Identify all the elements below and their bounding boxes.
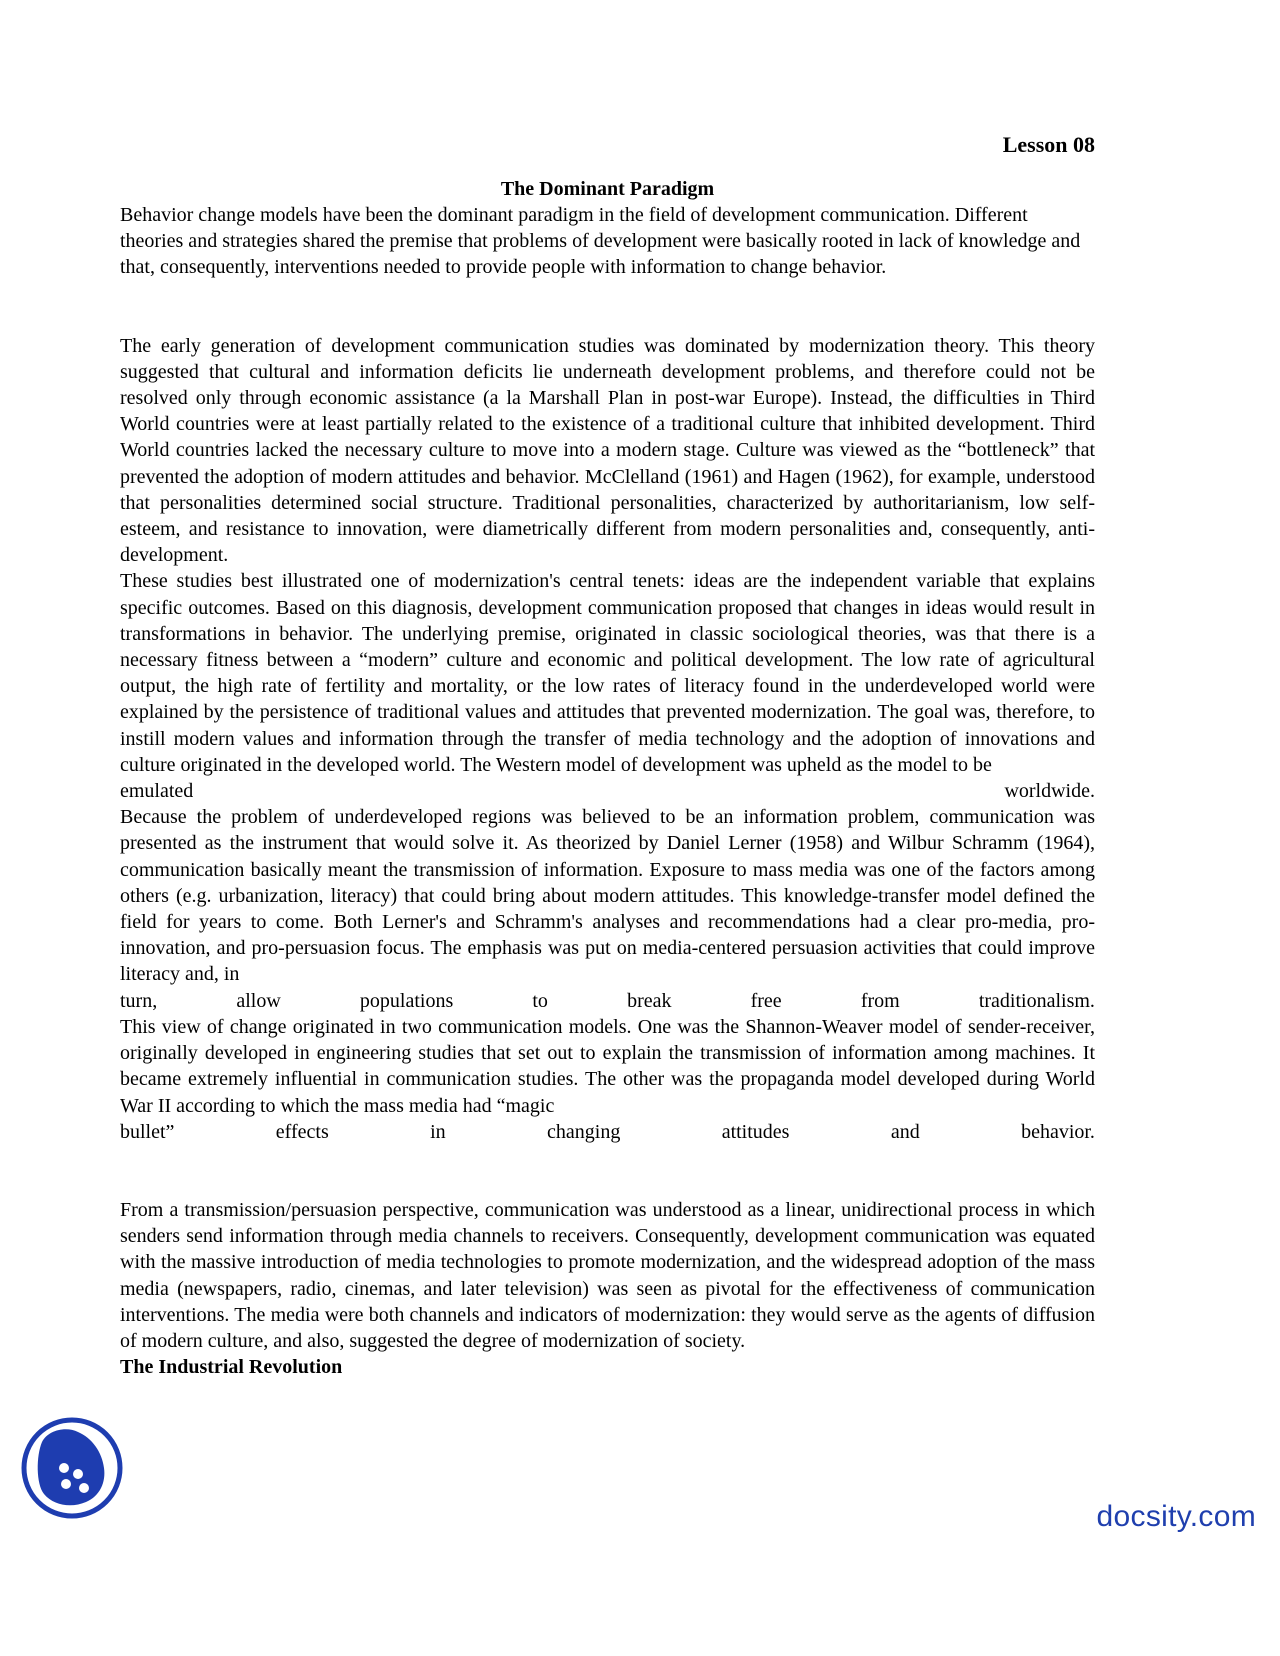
section-title: The Dominant Paradigm <box>500 178 715 200</box>
docsity-logo-icon[interactable] <box>20 1416 124 1520</box>
word: in <box>430 1120 446 1143</box>
word: effects <box>275 1120 329 1143</box>
paragraph-gap <box>120 1145 1095 1197</box>
paragraph-communication-models: This view of change originated in two communication models. One was the Shannon-Weaver model of sender-receiver, originally developed in engineering studies that set out to explain the transmission of information among machines. It became extremely influential in communication studies. The other was the propaganda model developed during World War II according to which the mass media had “magic <box>120 1015 1095 1117</box>
word: allow <box>236 989 281 1012</box>
word: break <box>627 989 672 1012</box>
paragraph-central-tenets: These studies best illustrated one of modernization's central tenets: ideas are the independent variable that explains specific outcomes. Based on this diagnosis, development communication proposed that changes in ideas would result in transformations in behavior. The underlying premise, originated in classic sociological theories, was that there is a necessary fitness between a “modern” culture and economic and political development. The low rate of agricultural output, the high rate of fertility and mortality, or the low rates of literacy found in the underdeveloped world were explained by the persistence of traditional values and attitudes that prevented modernization. The goal was, therefore, to instill modern values and information through the transfer of media technology and the adoption of innovations and culture originated in the developed world. The Western model of development was upheld as the model to be <box>120 570 1095 776</box>
next-section-heading: The Industrial Revolution <box>120 1356 343 1379</box>
paragraph-transmission: From a transmission/persuasion perspective, communication was understood as a linear, unidirectional process in which senders send information through media channels to receivers. Consequently, development communication was equated with the massive introduction of media technologies to promote modernization, and the widespread adoption of the mass media (newspapers, radio, cinemas, and later television) was seen as pivotal for the effectiveness of communication interventions. The media were both channels and indicators of modernization: they would serve as the agents of diffusion of modern culture, and also, suggested the degree of modernization of society. <box>120 1198 1095 1352</box>
word: bullet” <box>120 1120 175 1143</box>
word: emulated <box>120 780 194 803</box>
paragraph-modernization: The early generation of development communication studies was dominated by modernization theory. This theory suggested that cultural and information deficits lie underneath development problems, and therefore could not be resolved only through economic assistance (a la Marshall Plan in post-war Europe). Instead, the difficulties in Third World countries were at least partially related to the existence of a traditional culture that inhibited development. Third World countries lacked the necessary culture to move into a modern stage. Culture was viewed as the “bottleneck” that prevented the adoption of modern attitudes and behavior. McClelland (1961) and Hagen (1962), for example, understood that personalities determined social structure. Traditional personalities, characterized by authoritarianism, low self-esteem, and resistance to innovation, were diametrically different from modern personalities and, consequently, anti-development. <box>120 334 1095 567</box>
word: from <box>860 989 900 1012</box>
word: turn, <box>120 989 158 1012</box>
justified-last-line <box>120 1119 1095 1145</box>
paragraph-information-problem: Because the problem of underdeveloped regions was believed to be an information problem, communication was presented as the instrument that would solve it. As theorized by Daniel Lerner (1958) and Wilbur Schramm (1964), communication basically meant the transmission of information. Exposure to mass media was one of the factors among others (e.g. urbanization, literacy) that could bring about modern attitudes. This knowledge-transfer model defined the field for years to come. Both Lerner's and Schramm's analyses and recommendations had a clear pro-media, pro-innovation, and pro-persuasion focus. The emphasis was put on media-centered persuasion activities that could improve literacy and, in <box>120 806 1095 986</box>
lesson-number: Lesson 08 <box>1002 132 1095 157</box>
word: to <box>532 989 548 1012</box>
word: populations <box>359 989 454 1012</box>
word: free <box>750 989 782 1012</box>
word: attitudes <box>721 1120 790 1143</box>
word: behavior. <box>1021 1120 1095 1143</box>
justified-last-line <box>120 778 1095 804</box>
paragraph-intro: Behavior change models have been the dominant paradigm in the field of development communication. Different theories and strategies shared the premise that problems of development were basically rooted in lack of knowledge and that, consequently, interventions needed to provide people with information to change behavior. <box>120 204 1081 279</box>
word: worldwide. <box>1004 780 1095 803</box>
word: and <box>890 1120 920 1143</box>
brand-link[interactable]: docsity.com <box>1096 1500 1256 1533</box>
word: changing <box>547 1120 621 1143</box>
word: traditionalism. <box>978 989 1095 1012</box>
paragraph-gap <box>120 281 1095 333</box>
justified-last-line <box>120 988 1095 1014</box>
document-page <box>120 130 1095 1380</box>
